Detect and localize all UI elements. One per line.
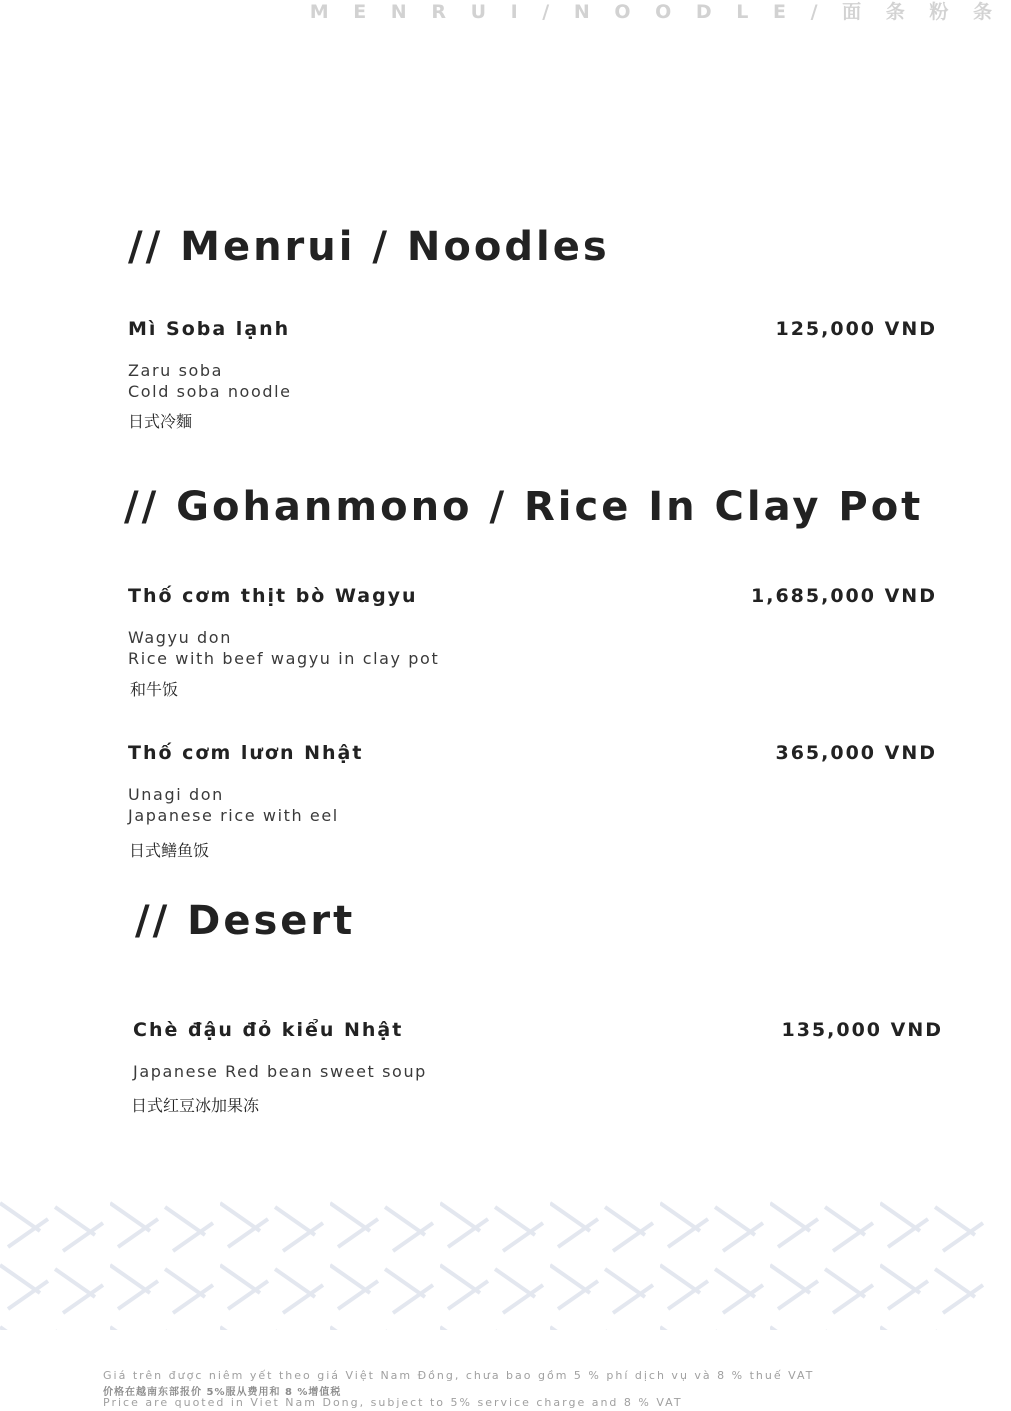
item-japanese-name: Wagyu don bbox=[128, 628, 232, 647]
section-title-noodles: // Menrui / Noodles bbox=[128, 224, 610, 270]
section-title-rice: // Gohanmono / Rice In Clay Pot bbox=[124, 484, 924, 530]
footer-note-vietnamese: Giá trên được niêm yết theo giá Việt Nam Đồng, chưa bao gồm 5 % phí dịch vụ và 8 % thuế VAT bbox=[103, 1369, 815, 1382]
item-chinese-name: 日式红豆冰加果冻 bbox=[131, 1096, 260, 1115]
item-price: 135,000 VND bbox=[781, 1019, 943, 1041]
item-japanese-name: Zaru soba bbox=[128, 361, 224, 380]
section-title-desert: // Desert bbox=[135, 898, 356, 944]
decorative-chevron-pattern bbox=[0, 1195, 1011, 1330]
item-name: Chè đậu đỏ kiểu Nhật bbox=[133, 1019, 404, 1041]
item-english-description: Japanese rice with eel bbox=[128, 806, 339, 825]
item-chinese-name: 日式鳝鱼饭 bbox=[129, 841, 210, 860]
item-name: Thố cơm thịt bò Wagyu bbox=[128, 585, 418, 607]
footer-note-english: Price are quoted in Viet Nam Dong, subject to 5% service charge and 8 % VAT bbox=[103, 1396, 683, 1409]
footer-note-chinese: 价格在越南东部报价 5%服从费用和 8 %增值税 bbox=[103, 1387, 342, 1398]
item-chinese-name: 和牛饭 bbox=[130, 680, 179, 699]
item-japanese-name: Unagi don bbox=[128, 785, 224, 804]
chevron-pattern-graphic bbox=[0, 1195, 1011, 1330]
item-english-description: Japanese Red bean sweet soup bbox=[133, 1062, 427, 1081]
item-price: 1,685,000 VND bbox=[751, 585, 937, 607]
item-name: Thố cơm lươn Nhật bbox=[128, 742, 364, 764]
item-price: 125,000 VND bbox=[775, 318, 937, 340]
item-name: Mì Soba lạnh bbox=[128, 318, 291, 340]
item-price: 365,000 VND bbox=[775, 742, 937, 764]
page-category-header: M E N R U I / N O O D L E / 面 条 粉 条 bbox=[309, 1, 1001, 23]
item-english-description: Cold soba noodle bbox=[128, 382, 292, 401]
item-chinese-name: 日式冷麵 bbox=[128, 412, 193, 431]
item-english-description: Rice with beef wagyu in clay pot bbox=[128, 649, 440, 668]
